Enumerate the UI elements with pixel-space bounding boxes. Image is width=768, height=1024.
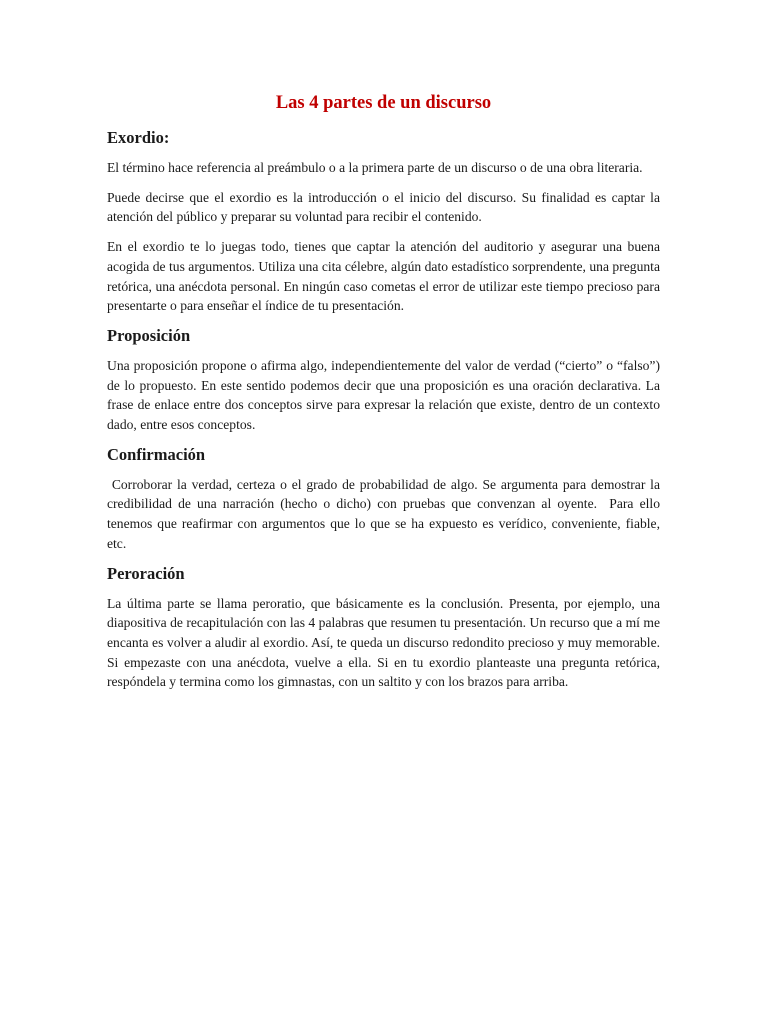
paragraph: Una proposición propone o afirma algo, independientemente del valor de verdad (“cierto” o “falso”) de lo propuesto. En este sentido podemos decir que una proposición es una oración declarativa. La frase de enlace entre dos conceptos sirve para expresar la relación que existe, dentro de un contexto dado, entre esos conceptos. xyxy=(107,357,660,433)
paragraph: La última parte se llama peroratio, que básicamente es la conclusión. Presenta, por ejemplo, una diapositiva de recapitulación con las 4 palabras que resumen tu presentación. Un recurso que a mí me encanta es volver a aludir al exordio. Así, te queda un discurso redondito precioso y muy memorable. Si empezaste con una anécdota, vuelve a ella. Si en tu exordio planteaste una pregunta retórica, respóndela y termina como los gimnastas, con un saltito y con los brazos para arriba. xyxy=(107,595,660,690)
section-heading: Proposición xyxy=(107,325,191,345)
section-peroracion xyxy=(107,564,660,693)
paragraph: Puede decirse que el exordio es la introducción o el inicio del discurso. Su finalidad es captar la atención del público y preparar su voluntad para recibir el contenido. xyxy=(107,189,660,225)
document-page xyxy=(107,92,664,702)
paragraph: Corroborar la verdad, certeza o el grado de probabilidad de algo. Se argumenta para demostrar la credibilidad de una narración (hecho o dicho) con pruebas que convenzan al oyente. Para ello tenemos que reafirmar con argumentos que lo que se ha expuesto es verídico, conveniente, fiable, etc. xyxy=(107,476,664,551)
section-proposicion xyxy=(107,326,660,435)
section-heading: Confirmación xyxy=(107,444,206,464)
document-title: Las 4 partes de un discurso xyxy=(275,93,492,113)
paragraph: El término hace referencia al preámbulo o a la primera parte de un discurso o de una obra literaria. xyxy=(107,160,643,175)
section-exordio xyxy=(107,128,660,316)
section-heading: Peroración xyxy=(107,563,185,583)
section-confirmacion xyxy=(107,444,664,554)
section-heading: Exordio: xyxy=(107,128,170,147)
paragraph: En el exordio te lo juegas todo, tienes que captar la atención del auditorio y asegurar una buena acogida de tus argumentos. Utiliza una cita célebre, algún dato estadístico sorprendente, una pregunta retórica, una anécdota personal. En ningún caso cometas el error de utilizar este tiempo precioso para presentarte o para enseñar el índice de tu presentación. xyxy=(107,239,660,314)
